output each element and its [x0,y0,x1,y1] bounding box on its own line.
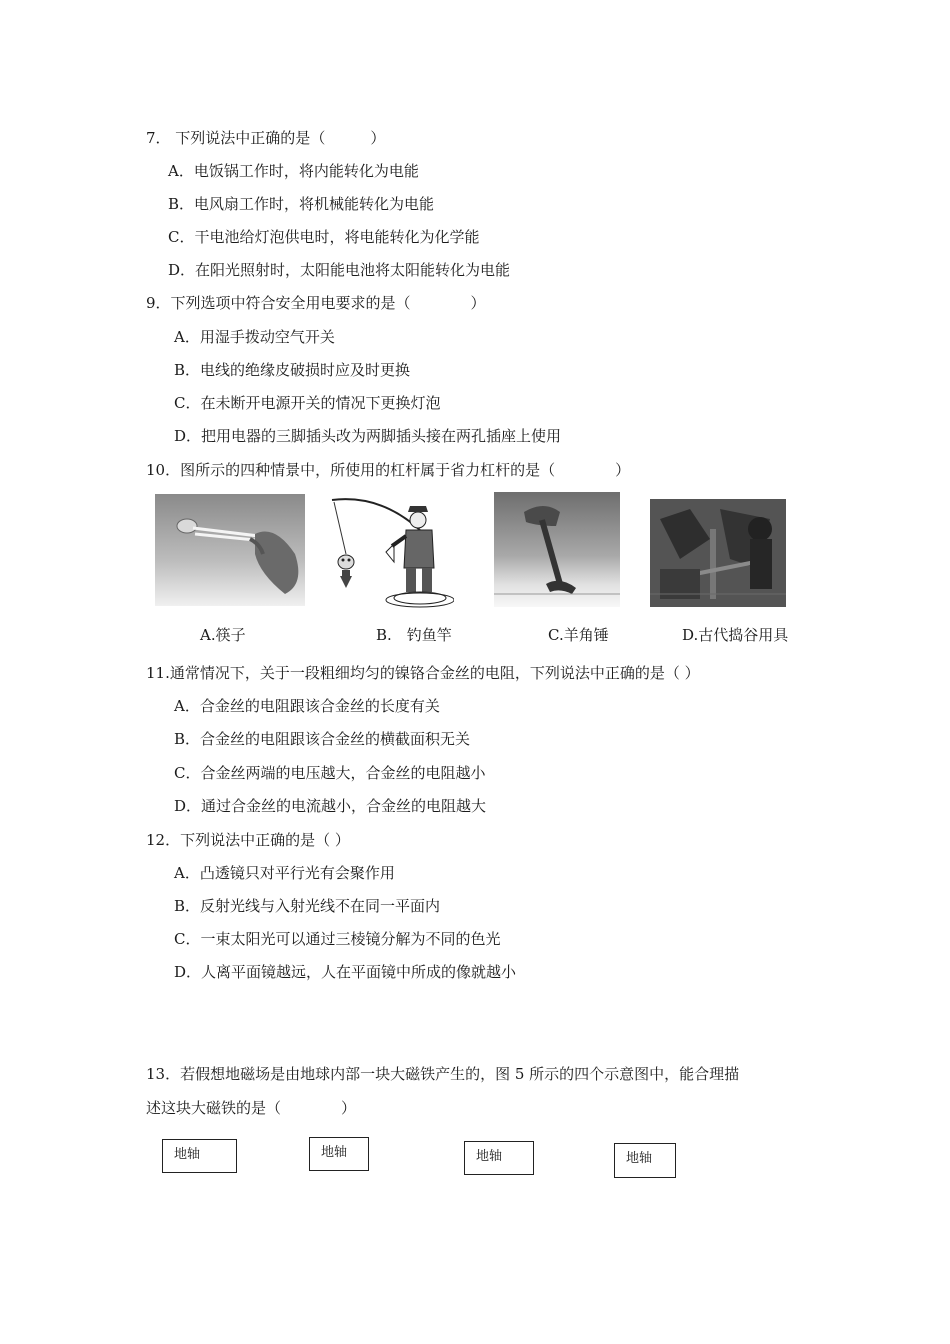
q7-option-a: A．电饭锅工作时，将内能转化为电能 [168,162,419,180]
q11-option-a: A．合金丝的电阻跟该合金丝的长度有关 [174,697,440,715]
earth-axis-box-b: 地轴 [309,1137,369,1171]
earth-axis-box-c: 地轴 [464,1141,534,1175]
q13-stem-line2: 述这块大磁铁的是（ ） [146,1099,357,1117]
q13-stem-line1: 13．若假想地磁场是由地球内部一块大磁铁产生的，图 5 所示的四个示意图中，能合理描 [146,1065,740,1083]
q11-stem: 11.通常情况下，关于一段粗细均匀的镍铬合金丝的电阻，下列说法中正确的是（ ） [146,664,700,682]
q12-option-c: C．一束太阳光可以通过三棱镜分解为不同的色光 [174,930,501,948]
earth-axis-box-a: 地轴 [162,1139,237,1173]
q10-stem: 10．图所示的四种情景中，所使用的杠杆属于省力杠杆的是（ ） [146,461,631,479]
q7-option-c: C．干电池给灯泡供电时，将电能转化为化学能 [168,228,480,246]
q12-option-b: B．反射光线与入射光线不在同一平面内 [174,897,441,915]
caption-c: C.羊角锤 [548,626,609,644]
q9-option-a: A．用湿手拨动空气开关 [174,328,335,346]
q11-option-b: B．合金丝的电阻跟该合金丝的横截面积无关 [174,730,471,748]
grain-pounding-tool-image [650,499,786,607]
caption-a: A.筷子 [200,626,246,644]
q9-option-c: C．在未断开电源开关的情况下更换灯泡 [174,394,441,412]
q11-option-d: D．通过合金丝的电流越小，合金丝的电阻越大 [174,797,487,815]
claw-hammer-image [494,492,620,607]
q12-option-a: A．凸透镜只对平行光有会聚作用 [174,864,395,882]
caption-d: D.古代捣谷用具 [682,626,789,644]
q9-stem: 9．下列选项中符合安全用电要求的是（ ） [146,294,486,312]
q9-option-d: D．把用电器的三脚插头改为两脚插头接在两孔插座上使用 [174,427,562,445]
q7-stem: 7． 下列说法中正确的是（ ） [146,129,386,147]
q12-stem: 12．下列说法中正确的是（ ） [146,831,350,849]
caption-b: B. 钓鱼竿 [376,626,452,644]
earth-axis-box-d: 地轴 [614,1143,676,1178]
fishing-rod-image [322,492,454,608]
q11-option-c: C．合金丝两端的电压越大，合金丝的电阻越小 [174,764,486,782]
q7-option-d: D．在阳光照射时，太阳能电池将太阳能转化为电能 [168,261,511,279]
q9-option-b: B．电线的绝缘皮破损时应及时更换 [174,361,411,379]
q12-option-d: D．人离平面镜越远，人在平面镜中所成的像就越小 [174,963,517,981]
q7-option-b: B．电风扇工作时，将机械能转化为电能 [168,195,435,213]
chopsticks-image [155,494,305,606]
